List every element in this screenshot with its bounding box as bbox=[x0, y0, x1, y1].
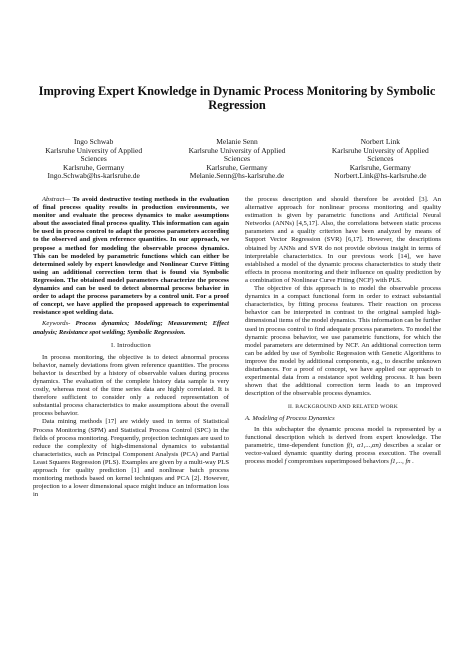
right-paragraph-3 bbox=[245, 426, 441, 466]
author-location: Karlsruhe, Germany bbox=[349, 162, 411, 172]
p3-end: compromises superimposed behaviors bbox=[288, 457, 389, 465]
section-heading-background: II. BACKGROUND AND RELATED WORK bbox=[287, 404, 399, 411]
body-columns bbox=[33, 196, 441, 499]
math-behaviors: f1,..., fn . bbox=[390, 457, 414, 465]
author-email: Ingo.Schwab@hs-karlsruhe.de bbox=[47, 171, 140, 181]
author-location: Karlsruhe, Germany bbox=[206, 162, 268, 172]
paper-title: Improving Expert Knowledge in Dynamic Process Monitoring by Symbolic Regression bbox=[38, 84, 436, 112]
author-name: Ingo Schwab bbox=[73, 137, 114, 146]
author-2 bbox=[165, 138, 308, 181]
right-column bbox=[245, 196, 441, 499]
author-affiliation: Karlsruhe University of Applied Sciences bbox=[45, 145, 143, 164]
math-f: f bbox=[284, 457, 287, 465]
abstract bbox=[33, 196, 229, 317]
intro-paragraph-2: Data mining methods [17] are widely used in terms of Statistical Process Monitoring (SPM) and Statistical Process Control (SPC) in the fields of process monitoring. Frequently, projection techniques are used to reduce the complexity of high-dimensional dynamics to substantial characteristics, such as Principal Component Analysis (PCA) and Partial Least Squares Regression (PLS). Examples are given by a multi-way PLS approach for quality prediction [1] and nonlinear batch process monitoring methods based on kernel techniques and PCA [2]. However, projection to a lower dimensional space might induce an information loss in bbox=[33, 418, 229, 499]
section-heading-introduction: I. Introduction bbox=[111, 341, 151, 349]
left-column bbox=[33, 196, 229, 499]
author-affiliation: Karlsruhe University of Applied Sciences bbox=[188, 145, 286, 164]
abstract-lead: Abstract— bbox=[42, 196, 71, 203]
author-1 bbox=[22, 138, 165, 181]
keywords bbox=[33, 320, 229, 336]
right-paragraph-1: the process description and should therefore be avoided [3]. An alternative approach for nonlinear process monitoring and quality estimation is given by parametric functions and Artificial Neural Networks (ANNs) [4,5,17]. Also, the correlations between static process parameters and a quality criterion have been analyzed by means of Support Vector Regression (SVR) [6,17]. However, the descriptions obtained by ANNs and SVR do not provide obvious insight in terms of interpretable characteristics. In our previous work [14], we have established a model of the dynamic process characteristics to study their effects in process monitoring and their influence on quality prediction by a combination of Nonlinear Curve Fitting (NCF) with PLS. bbox=[245, 196, 441, 284]
author-affiliation: Karlsruhe University of Applied Sciences bbox=[331, 145, 429, 164]
p3-start: In this subchapter the dynamic process model is represented by a functional description which is derived from expert knowledge. The parametric, time-dependent function bbox=[245, 425, 441, 449]
right-paragraph-2: The objective of this approach is to model the observable process dynamics in a compact functional form in order to extract substantial characteristics, by fitting process features. Their reaction on process behavior can be interpreted in contrast to the original sampled high-dimensional items of the model dynamics. This information can be further used in process control to find adequate process parameters. To model the dynamic process behavior, we use parametric functions, for which the model parameters are determined by NCF. An additional correction term can be added by use of Symbolic Regression with Genetic Algorithms to improve the model by additional components, e.g., to describe unknown disturbances. For a proof of concept, we have applied our approach to experimental data from a resistance spot welding process. It has been shown that the additional correction term leads to an improved description of the observable process dynamics. bbox=[245, 285, 441, 398]
author-location: Karlsruhe, Germany bbox=[63, 162, 125, 172]
p3-mid: describes a scalar or vector-valued dynamic quantity during process execution. The overall process model bbox=[245, 441, 441, 465]
author-email: Norbert.Link@hs-karlsruhe.de bbox=[334, 171, 427, 181]
keywords-lead: Keywords- bbox=[42, 320, 71, 328]
author-name: Melanie Senn bbox=[216, 137, 258, 146]
author-email: Melanie.Senn@hs-karlsruhe.de bbox=[189, 171, 285, 181]
author-block bbox=[22, 138, 452, 181]
author-3 bbox=[309, 138, 452, 181]
intro-paragraph-1: In process monitoring, the objective is to detect abnormal process behavior, namely deviations from given reference quantities. The process behavior is described by a history of observable values during process dynamics. The evaluation of the complete history data sample is very costly, whereas most of the time series data are highly correlated. It is therefore sufficient to consider only a reduced representation of substantial process characteristics to make assumptions about the overall process behavior. bbox=[33, 353, 229, 418]
subsection-heading: A. Modeling of Process Dynamics bbox=[245, 415, 335, 423]
author-name: Norbert Link bbox=[360, 137, 400, 146]
keywords-text: Process dynamics; Modeling; Measurement; Effect analysis; Resistance spot welding; Symbolic Regression. bbox=[33, 320, 229, 336]
math-function: f(t, α1,...,αn) bbox=[346, 441, 381, 449]
abstract-text: To avoid destructive testing methods in the evaluation of final process quality results in production environments, we monitor and evaluate the process dynamics to make assumptions about the associated final process quality. This information can again be used in process control to adapt the process parameters according to the observed and given reference quantities. In our approach, we propose a method for modeling the observable process dynamics. This can be modeled by parametric functions which can either be determined solely by expert knowledge and Nonlinear Curve Fitting using an additional correction term that is found via Symbolic Regression. The obtained model parameters characterize the process dynamics and can be used to detect abnormal process behavior in order to adapt the process parameters by a control unit. For a proof of concept, we have applied the proposed approach to experimental resistance spot welding data. bbox=[33, 196, 229, 317]
